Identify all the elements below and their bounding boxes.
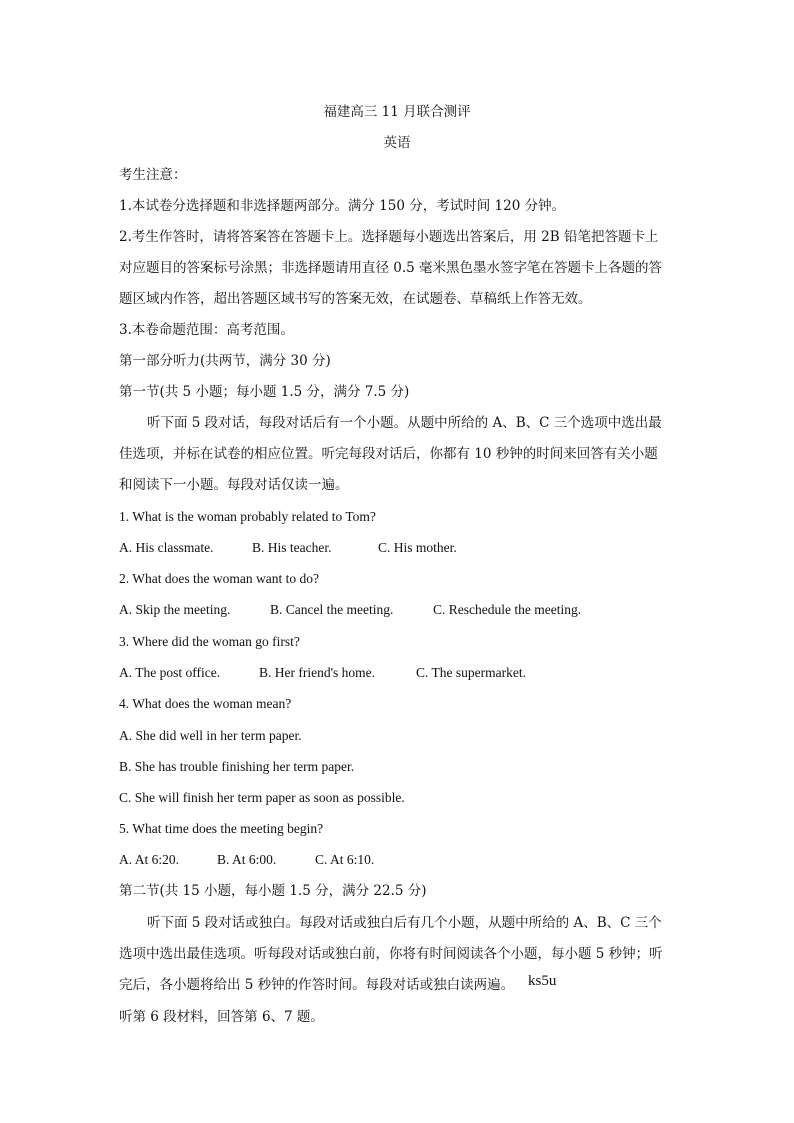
question-5-option-a: A. At 6:20. (119, 852, 180, 867)
section1-instructions-line-2: 佳选项，并标在试卷的相应位置。听完每段对话后，你都有 10 秒钟的时间来回答有关小题 (119, 446, 658, 462)
question-4-option-c: C. She will finish her term paper as soon as possible. (119, 790, 405, 805)
question-4-stem: 4. What does the woman mean? (119, 696, 292, 711)
section1-heading: 第一节(共 5 小题；每小题 1.5 分，满分 7.5 分) (119, 384, 410, 400)
question-3-stem: 3. Where did the woman go first? (119, 634, 300, 649)
question-3-option-c: C. The supermarket. (416, 665, 526, 680)
question-3-option-b: B. Her friend's home. (259, 665, 376, 680)
question-4-option-b: B. She has trouble finishing her term paper. (119, 759, 355, 774)
section2-heading: 第二节(共 15 小题，每小题 1.5 分，满分 22.5 分) (119, 883, 427, 899)
notice-item-3: 3.本卷命题范围：高考范围。 (119, 322, 294, 338)
question-1-stem: 1. What is the woman probably related to Tom? (119, 509, 376, 524)
question-1-option-b: B. His teacher. (252, 540, 332, 555)
watermark-text: ks5u (528, 973, 557, 989)
question-4-option-a: A. She did well in her term paper. (119, 728, 302, 743)
notice-item-2-line-1: 2.考生作答时，请将答案答在答题卡上。选择题每小题选出答案后，用 2B 铅笔把答题卡上 (119, 229, 659, 245)
section1-instructions-line-3: 和阅读下一小题。每段对话仅读一遍。 (119, 477, 349, 493)
notice-heading: 考生注意： (119, 167, 187, 183)
section2-instructions-line-1: 听下面 5 段对话或独白。每段对话或独白后有几个小题，从题中所给的 A、B、C 三个 (147, 915, 662, 931)
question-3-option-a: A. The post office. (119, 665, 221, 680)
exam-subject: 英语 (383, 135, 411, 151)
question-2-option-b: B. Cancel the meeting. (270, 602, 394, 617)
material-6-instruction: 听第 6 段材料，回答第 6、7 题。 (119, 1009, 324, 1025)
notice-item-2-line-2: 对应题目的答案标号涂黑；非选择题请用直径 0.5 毫米黑色墨水签字笔在答题卡上各题的答 (119, 260, 663, 276)
question-1-option-c: C. His mother. (378, 540, 457, 555)
notice-item-2-line-3: 题区域内作答，超出答题区域书写的答案无效，在试题卷、草稿纸上作答无效。 (119, 291, 592, 307)
notice-item-1: 1.本试卷分选择题和非选择题两部分。满分 150 分，考试时间 120 分钟。 (119, 198, 566, 214)
question-1-option-a: A. His classmate. (119, 540, 214, 555)
question-5-stem: 5. What time does the meeting begin? (119, 821, 324, 836)
exam-title: 福建高三 11 月联合测评 (323, 104, 471, 120)
question-2-option-a: A. Skip the meeting. (119, 602, 231, 617)
question-5-option-b: B. At 6:00. (217, 852, 277, 867)
part1-heading: 第一部分听力(共两节，满分 30 分) (119, 353, 331, 369)
question-5-option-c: C. At 6:10. (315, 852, 375, 867)
question-2-stem: 2. What does the woman want to do? (119, 571, 319, 586)
question-2-option-c: C. Reschedule the meeting. (433, 602, 582, 617)
section2-instructions-line-2: 选项中选出最佳选项。听每段对话或独白前，你将有时间阅读各个小题，每小题 5 秒钟；听 (119, 946, 663, 962)
section2-instructions-line-3: 完后，各小题将给出 5 秒钟的作答时间。每段对话或独白读两遍。 (119, 977, 515, 993)
section1-instructions-line-1: 听下面 5 段对话，每段对话后有一个小题。从题中所给的 A、B、C 三个选项中选出最 (147, 415, 662, 431)
